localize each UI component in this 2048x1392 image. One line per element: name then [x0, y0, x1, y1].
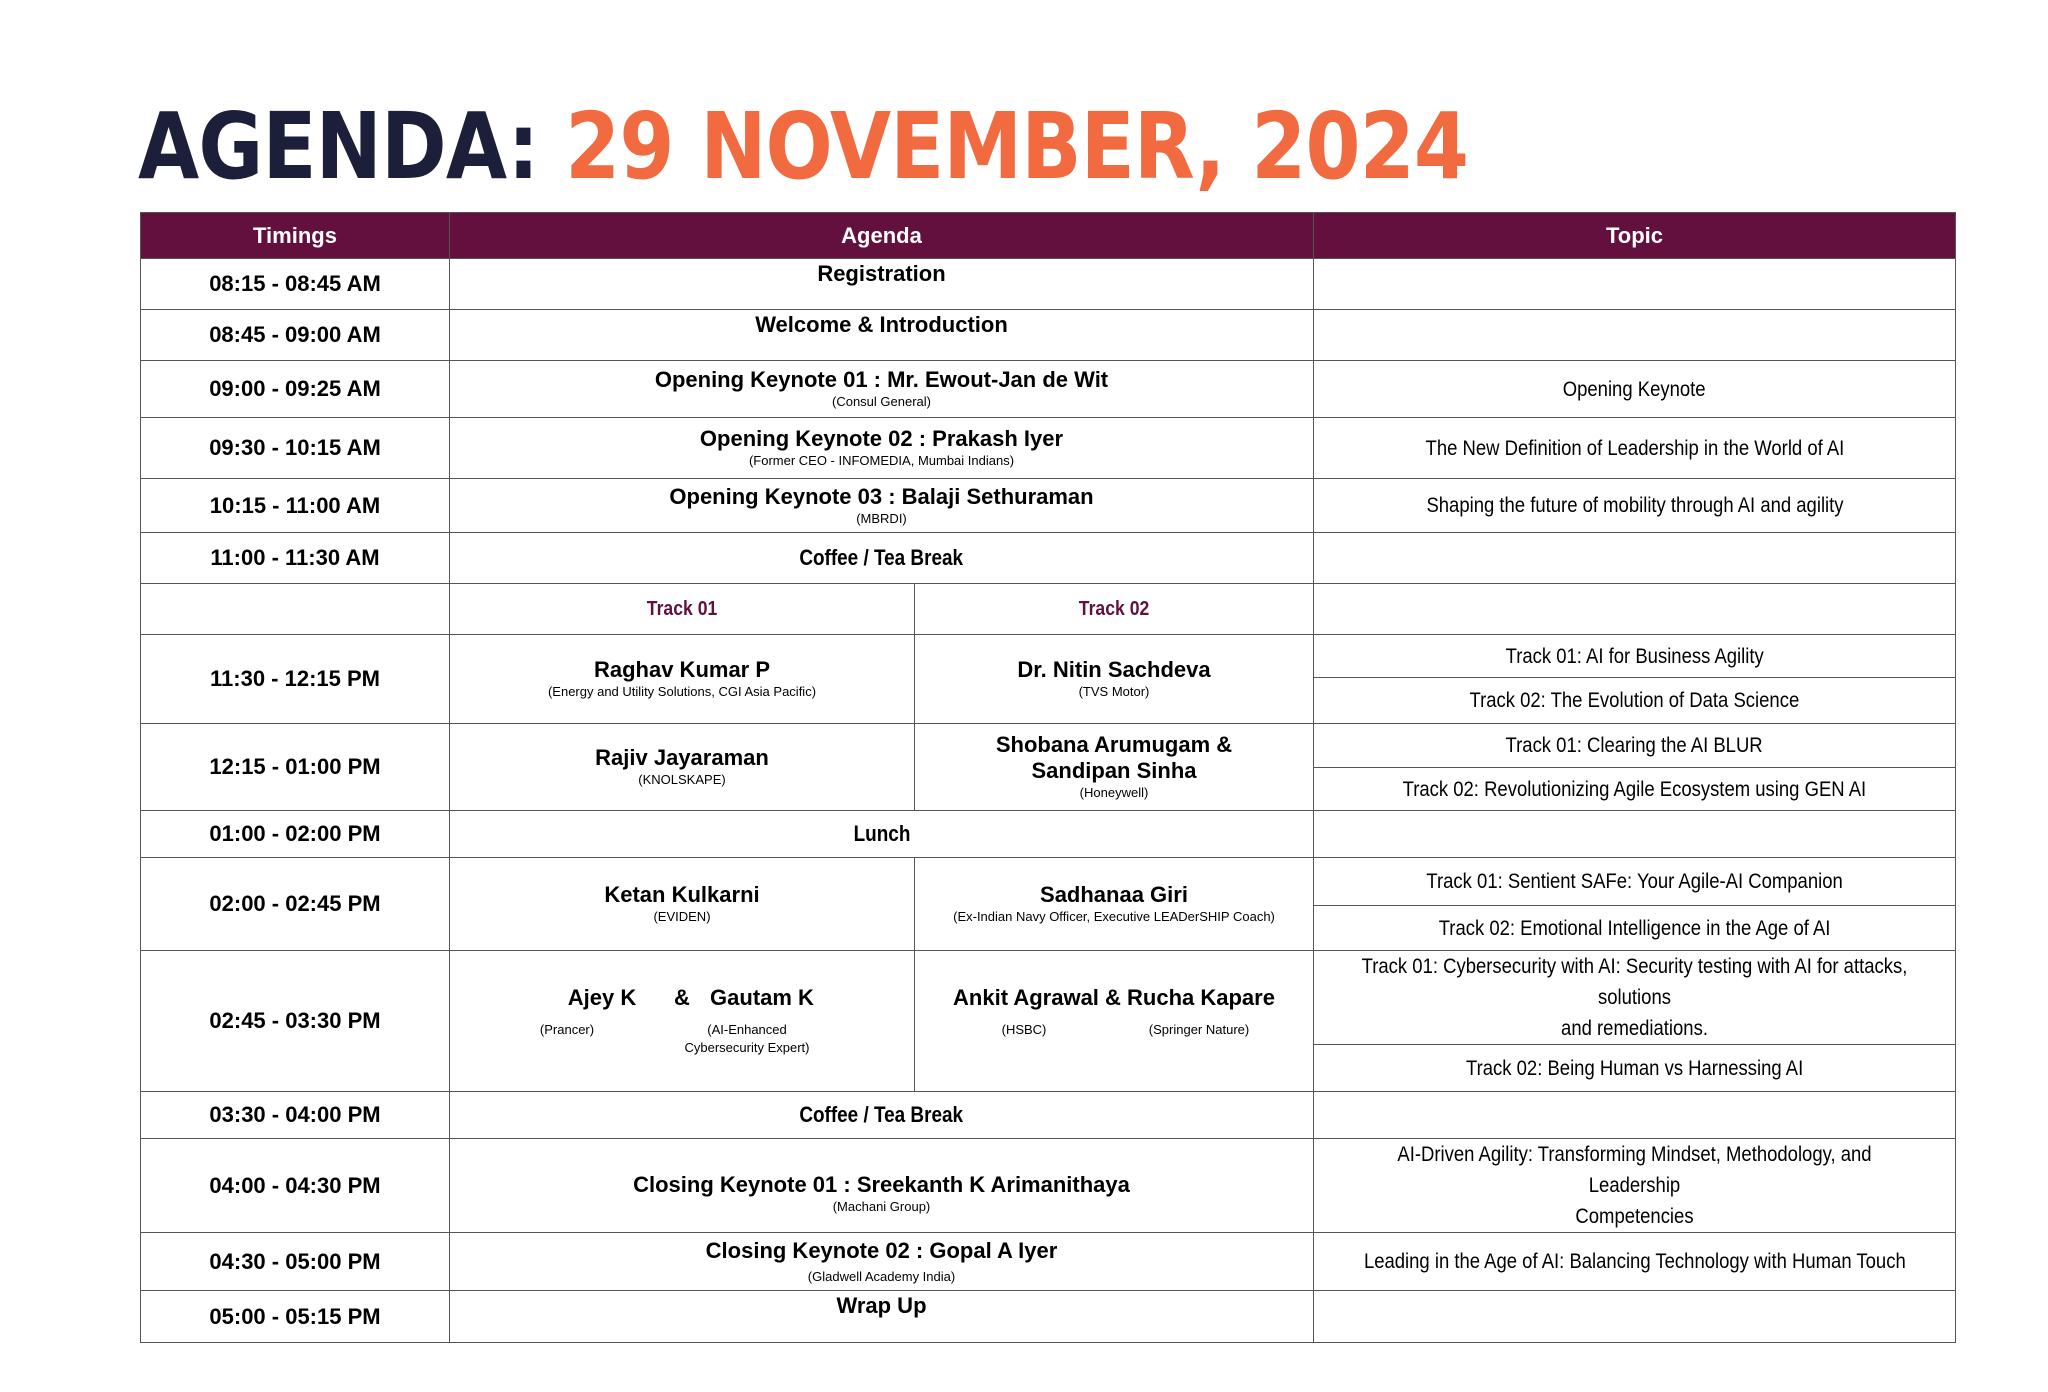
speaker-org: (Consul General) [832, 394, 931, 409]
speaker-orgs [921, 1021, 1307, 1039]
header-timings: Timings [141, 213, 450, 259]
speaker-name: Ketan Kulkarni [604, 882, 760, 907]
topic-cell [1314, 259, 1956, 310]
row-time: 09:30 - 10:15 AM [141, 418, 450, 479]
speaker-org: (EVIDEN) [653, 909, 711, 924]
row-time: 12:15 - 01:00 PM [141, 724, 450, 811]
row-time: 01:00 - 02:00 PM [141, 811, 450, 858]
speaker-title: Opening Keynote 02 : Prakash Iyer [699, 426, 1064, 451]
topic-cell [1314, 1045, 1956, 1092]
table-row [141, 724, 1956, 768]
speaker-orgs [456, 1021, 908, 1057]
topic-cell [1314, 678, 1956, 724]
track1-speaker [450, 858, 915, 951]
topic-text: Track 01: AI for Business Agility [1505, 644, 1764, 668]
header-agenda: Agenda [450, 213, 1314, 259]
agenda-item [450, 1139, 1314, 1233]
speaker-title: Closing Keynote 02 : Gopal A Iyer [705, 1237, 1058, 1263]
agenda-item: Welcome & Introduction [450, 310, 1314, 361]
row-time: 02:00 - 02:45 PM [141, 858, 450, 951]
topic-cell [1314, 310, 1956, 361]
agenda-item [450, 1233, 1314, 1291]
topic-line: Competencies [1575, 1205, 1694, 1228]
track1-speaker [450, 951, 915, 1092]
table-row [141, 811, 1956, 858]
speaker-org: (Energy and Utility Solutions, CGI Asia Pacific) [547, 684, 817, 699]
agenda-item [450, 418, 1314, 479]
topic-text: Shaping the future of mobility through AI and agility [1425, 494, 1844, 517]
speaker-org-line: (AI-Enhanced [707, 1022, 787, 1037]
row-time: 11:30 - 12:15 PM [141, 635, 450, 724]
track-header-2 [915, 584, 1314, 635]
track1-speaker [450, 724, 915, 811]
topic-cell [1314, 533, 1956, 584]
row-time: 09:00 - 09:25 AM [141, 361, 450, 418]
speaker-title: Opening Keynote 01 : Mr. Ewout-Jan de Wit [654, 367, 1109, 392]
track-label: Track 02 [1078, 597, 1150, 620]
topic-text: Track 02: Revolutionizing Agile Ecosystem using GEN AI [1402, 777, 1867, 801]
topic-text: Opening Keynote [1563, 377, 1706, 401]
break-label: Coffee / Tea Break [799, 545, 964, 570]
speaker-org: (KNOLSKAPE) [638, 772, 726, 787]
topic-text: Leading in the Age of AI: Balancing Technology with Human Touch [1363, 1250, 1906, 1273]
track1-speaker [450, 635, 915, 724]
row-time: 02:45 - 03:30 PM [141, 951, 450, 1092]
topic-text: Track 02: Emotional Intelligence in the Age of AI [1438, 916, 1831, 940]
speaker-title: Closing Keynote 01 : Sreekanth K Arimanithaya [633, 1171, 1130, 1197]
topic-text [1358, 951, 1912, 1044]
table-row [141, 479, 1956, 533]
topic-text: Track 02: Being Human vs Harnessing AI [1465, 1056, 1804, 1080]
speaker-org: (HSBC) [1001, 1022, 1047, 1037]
speaker-name: Sadhanaa Giri [1040, 882, 1188, 907]
row-time: 08:15 - 08:45 AM [141, 259, 450, 310]
table-row [141, 310, 1956, 361]
page-title [138, 92, 1468, 202]
speaker-name: Raghav Kumar P [593, 657, 771, 682]
topic-cell [1314, 858, 1956, 906]
topic-cell [1314, 951, 1956, 1045]
row-time: 04:30 - 05:00 PM [141, 1233, 450, 1291]
topic-cell [1314, 361, 1956, 418]
table-row [141, 951, 1956, 1045]
header-topic: Topic [1314, 213, 1956, 259]
speaker-org: (Former CEO - INFOMEDIA, Mumbai Indians) [748, 453, 1015, 468]
lunch-label: Lunch [853, 821, 910, 846]
speaker-org: (Honeywell) [1079, 785, 1149, 800]
speaker-names [456, 985, 908, 1011]
speaker-name: Shobana Arumugam & [995, 732, 1233, 757]
topic-cell [1314, 1291, 1956, 1343]
speaker-org: (Prancer) [539, 1022, 595, 1037]
track2-speaker [915, 635, 1314, 724]
topic-line: Track 01: Cybersecurity with AI: Security testing with AI for attacks, solutions [1361, 955, 1908, 1009]
agenda-item: Registration [450, 259, 1314, 310]
topic-line: AI-Driven Agility: Transforming Mindset, Methodology, and Leadership [1397, 1143, 1872, 1197]
row-time: 03:30 - 04:00 PM [141, 1092, 450, 1139]
table-header-row [141, 213, 1956, 259]
agenda-item: Wrap Up [450, 1291, 1314, 1343]
table-row [141, 533, 1956, 584]
topic-cell [1314, 479, 1956, 533]
topic-text: Track 01: Sentient SAFe: Your Agile-AI Companion [1426, 870, 1843, 893]
topic-text: The New Definition of Leadership in the World of AI [1425, 436, 1844, 460]
track-label: Track 01 [646, 597, 718, 620]
topic-cell [1314, 906, 1956, 951]
ampersand: & [674, 985, 690, 1010]
table-row [141, 259, 1956, 310]
agenda-item [450, 811, 1314, 858]
topic-text [1358, 1139, 1912, 1232]
track2-speaker [915, 858, 1314, 951]
speaker-title: Opening Keynote 03 : Balaji Sethuraman [669, 483, 1094, 509]
topic-cell [1314, 418, 1956, 479]
title-date: 29 NOVEMBER, 2024 [565, 93, 1469, 200]
empty-cell [141, 584, 450, 635]
agenda-item [450, 361, 1314, 418]
speaker-org: (MBRDI) [856, 510, 907, 526]
topic-cell [1314, 1233, 1956, 1291]
speaker-org: (Gladwell Academy India) [807, 1268, 956, 1284]
speaker-org: (TVS Motor) [1078, 684, 1150, 699]
topic-text: Track 02: The Evolution of Data Science [1469, 689, 1800, 712]
agenda-item [450, 479, 1314, 533]
table-row [141, 1092, 1956, 1139]
speaker-org: (Machani Group) [832, 1198, 931, 1214]
topic-cell [1314, 724, 1956, 768]
table-row [141, 1233, 1956, 1291]
table-row [141, 635, 1956, 678]
track2-speaker [915, 724, 1314, 811]
break-label: Coffee / Tea Break [799, 1102, 964, 1127]
speaker-org-line: Cybersecurity Expert) [684, 1040, 810, 1055]
topic-text: Track 01: Clearing the AI BLUR [1505, 734, 1764, 757]
row-time: 04:00 - 04:30 PM [141, 1139, 450, 1233]
table-row [141, 1291, 1956, 1343]
topic-cell [1314, 635, 1956, 678]
row-time: 08:45 - 09:00 AM [141, 310, 450, 361]
topic-line: and remediations. [1561, 1017, 1708, 1040]
agenda-item [450, 1092, 1314, 1139]
table-row [141, 1139, 1956, 1233]
speaker-name: Dr. Nitin Sachdeva [1017, 657, 1211, 682]
table-row [141, 418, 1956, 479]
speaker-org: (Ex-Indian Navy Officer, Executive LEADerSHIP Coach) [953, 909, 1275, 924]
speaker-org: (Springer Nature) [1148, 1022, 1250, 1037]
table-row [141, 858, 1956, 906]
track-header-1 [450, 584, 915, 635]
table-row [141, 361, 1956, 418]
speaker-name: Gautam K [710, 985, 814, 1010]
speaker-name: Ankit Agrawal & Rucha Kapare [953, 985, 1275, 1010]
topic-cell [1314, 584, 1956, 635]
speaker-name: Ajey K [567, 985, 637, 1010]
row-time: 11:00 - 11:30 AM [141, 533, 450, 584]
topic-cell [1314, 768, 1956, 811]
track2-speaker [915, 951, 1314, 1092]
agenda-item [450, 533, 1314, 584]
speaker-name: Sandipan Sinha [1031, 758, 1197, 783]
row-time: 05:00 - 05:15 PM [141, 1291, 450, 1343]
speaker-name: Rajiv Jayaraman [595, 745, 769, 770]
topic-cell [1314, 1139, 1956, 1233]
track-header-row [141, 584, 1956, 635]
row-time: 10:15 - 11:00 AM [141, 479, 450, 533]
topic-cell [1314, 811, 1956, 858]
topic-cell [1314, 1092, 1956, 1139]
speaker-org [632, 1021, 862, 1057]
agenda-table [140, 212, 1956, 1343]
title-label: AGENDA: [138, 93, 539, 200]
